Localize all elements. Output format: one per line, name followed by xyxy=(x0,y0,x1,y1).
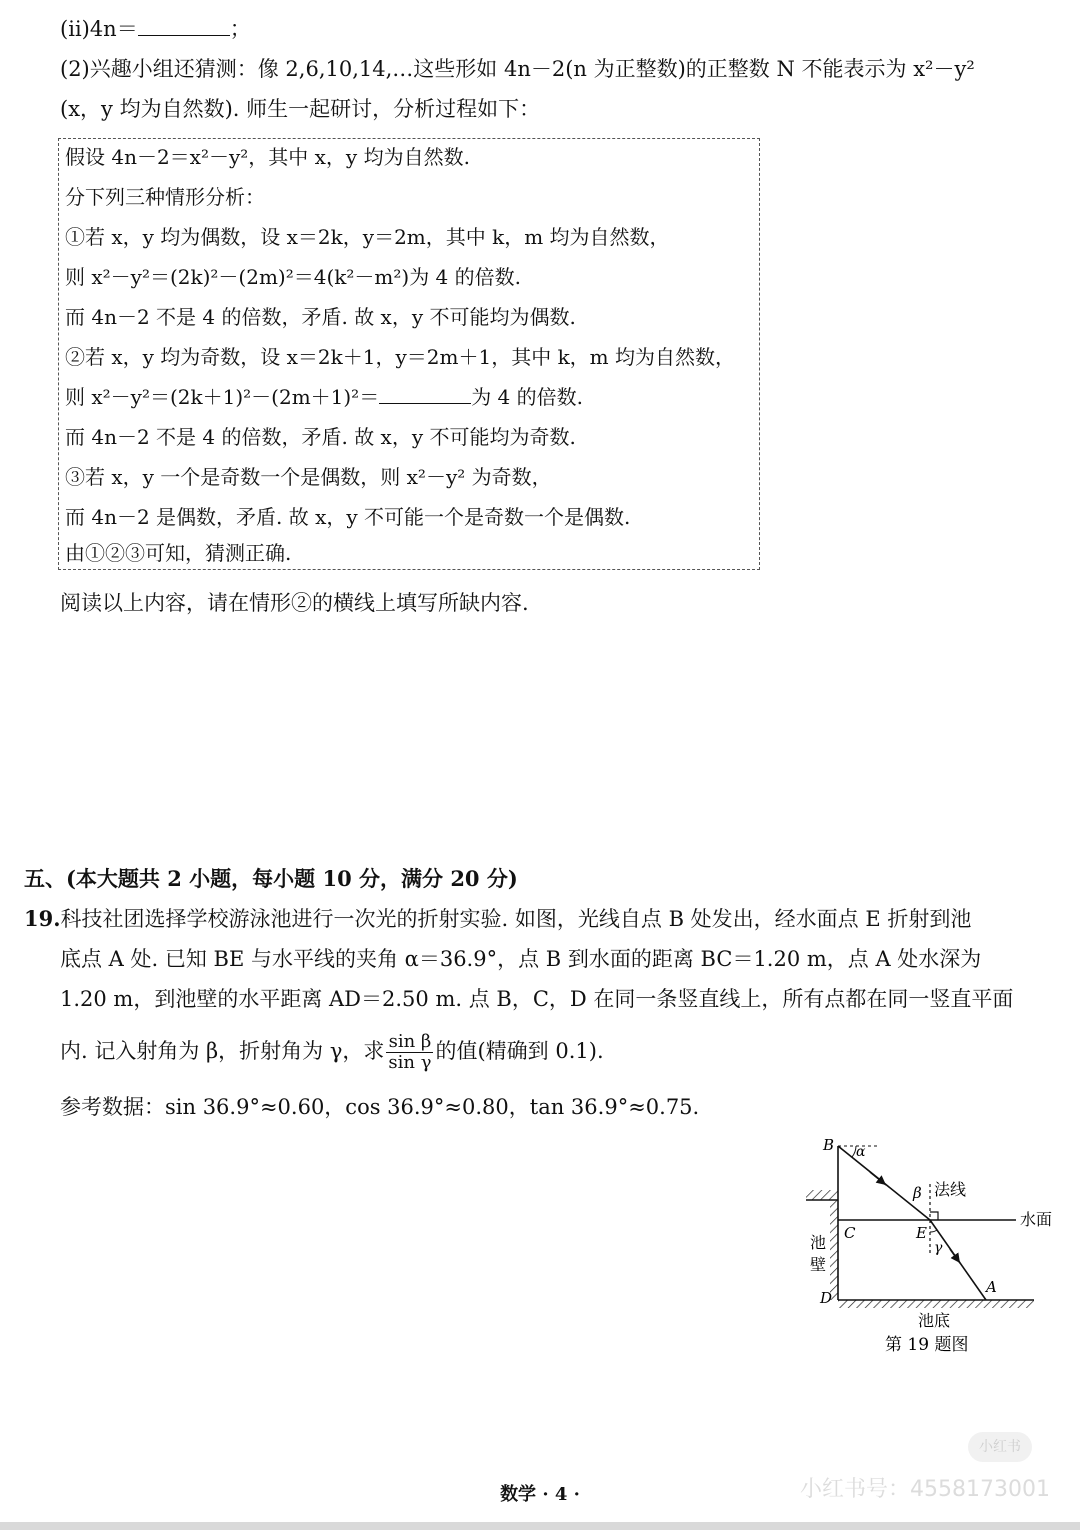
q19-number: 19. xyxy=(24,906,61,931)
proof-line-5: 而 4n－2 不是 4 的倍数，矛盾. 故 x，y 不可能均为偶数. xyxy=(65,305,576,329)
q19-line4-prefix: 内. 记入射角为 β，折射角为 γ，求 xyxy=(60,1039,385,1063)
q19-line2: 底点 A 处. 已知 BE 与水平线的夹角 α＝36.9°，点 B 到水面的距离 BC＝1.20 m，点 A 处水深为 xyxy=(60,947,982,971)
read-instruction: 阅读以上内容，请在情形②的横线上填写所缺内容. xyxy=(60,591,529,615)
proof-box xyxy=(58,138,760,570)
part-ii-suffix: ； xyxy=(229,17,251,41)
label-water-surface: 水面 xyxy=(1020,1210,1053,1229)
right-angle-mark xyxy=(930,1212,938,1220)
label-a: A xyxy=(986,1278,997,1296)
q19-line3: 1.20 m，到池壁的水平距离 AD＝2.50 m. 点 B，C，D 在同一条竖直线上，所有点都在同一竖直平面 xyxy=(60,987,1014,1011)
label-d: D xyxy=(820,1289,833,1307)
watermark-logo: 小红书 xyxy=(968,1432,1032,1462)
q18-2-line2: (x，y 均为自然数). 师生一起研讨，分析过程如下： xyxy=(60,97,541,121)
figure-19-diagram xyxy=(790,1128,1060,1358)
section5-heading: 五、(本大题共 2 小题，每小题 10 分，满分 20 分) xyxy=(24,866,518,891)
page-bottom-bar xyxy=(0,1522,1080,1530)
watermark-text: 小红书号：4558173001 xyxy=(800,1477,1050,1502)
q19-line1 xyxy=(24,904,971,934)
label-beta: β xyxy=(913,1184,922,1202)
proof-line-3: ①若 x，y 均为偶数，设 x＝2k，y＝2m，其中 k，m 均为自然数， xyxy=(65,225,670,249)
case2-answer-blank[interactable] xyxy=(379,383,471,404)
proof-line-9: ③若 x，y 一个是奇数一个是偶数，则 x²－y² 为奇数， xyxy=(65,465,552,489)
proof-line-7 xyxy=(65,383,583,411)
figure-caption: 第 19 题图 xyxy=(885,1335,969,1355)
label-wall-top: 池 xyxy=(810,1233,827,1252)
q19-line4-suffix: 的值(精确到 0.1). xyxy=(435,1039,604,1063)
proof-line-7-suffix: 为 4 的倍数. xyxy=(471,385,583,409)
part-ii-line xyxy=(60,14,251,44)
wall-hatch xyxy=(830,1200,838,1300)
fraction-denominator: sin γ xyxy=(388,1052,432,1073)
proof-line-1: 假设 4n－2＝x²－y²，其中 x，y 均为自然数. xyxy=(65,145,470,169)
proof-line-4: 则 x²－y²＝(2k)²－(2m)²＝4(k²－m²)为 4 的倍数. xyxy=(65,265,521,289)
proof-line-10: 而 4n－2 是偶数，矛盾. 故 x，y 不可能一个是奇数一个是偶数. xyxy=(65,505,631,529)
proof-line-6: ②若 x，y 均为奇数，设 x＝2k＋1，y＝2m＋1，其中 k，m 均为自然数， xyxy=(65,345,736,369)
page-footer: 数学 · 4 · xyxy=(500,1484,580,1505)
label-wall-bottom: 壁 xyxy=(810,1255,827,1274)
proof-line-8: 而 4n－2 不是 4 的倍数，矛盾. 故 x，y 不可能均为奇数. xyxy=(65,425,576,449)
part-ii-answer-blank[interactable] xyxy=(138,15,230,36)
label-alpha: α xyxy=(856,1144,866,1160)
sin-ratio-fraction xyxy=(386,1032,433,1073)
q19-line1-text: 科技社团选择学校游泳池进行一次光的折射实验. 如图，光线自点 B 处发出，经水面点 E 折射到池 xyxy=(60,907,972,931)
label-normal: 法线 xyxy=(934,1180,967,1199)
label-b: B xyxy=(823,1136,835,1154)
q18-2-line1: (2)兴趣小组还猜测：像 2,6,10,14,…这些形如 4n－2(n 为正整数)的正整数 N 不能表示为 x²－y² xyxy=(60,57,975,81)
label-pool-bottom: 池底 xyxy=(918,1311,951,1330)
fraction-numerator: sin β xyxy=(386,1032,433,1053)
proof-line-7-prefix: 则 x²－y²＝(2k＋1)²－(2m＋1)²＝ xyxy=(65,385,380,409)
label-gamma: γ xyxy=(934,1240,943,1256)
q19-ref-data: 参考数据：sin 36.9°≈0.60，cos 36.9°≈0.80，tan 36.9°≈0.75. xyxy=(60,1095,700,1119)
top-ground-hatch xyxy=(806,1190,838,1200)
part-ii-prefix: (ⅱ)4n＝ xyxy=(60,17,138,41)
label-e: E xyxy=(916,1224,927,1242)
incident-ray-arrow xyxy=(870,1172,886,1185)
proof-line-11: 由①②③可知，猜测正确. xyxy=(65,541,292,565)
refracted-ray-arrow xyxy=(950,1249,960,1263)
q19-line4 xyxy=(60,1032,604,1073)
gamma-arc xyxy=(930,1230,937,1232)
bottom-hatch xyxy=(838,1300,1034,1308)
proof-line-2: 分下列三种情形分析： xyxy=(65,185,265,209)
label-c: C xyxy=(844,1224,856,1242)
